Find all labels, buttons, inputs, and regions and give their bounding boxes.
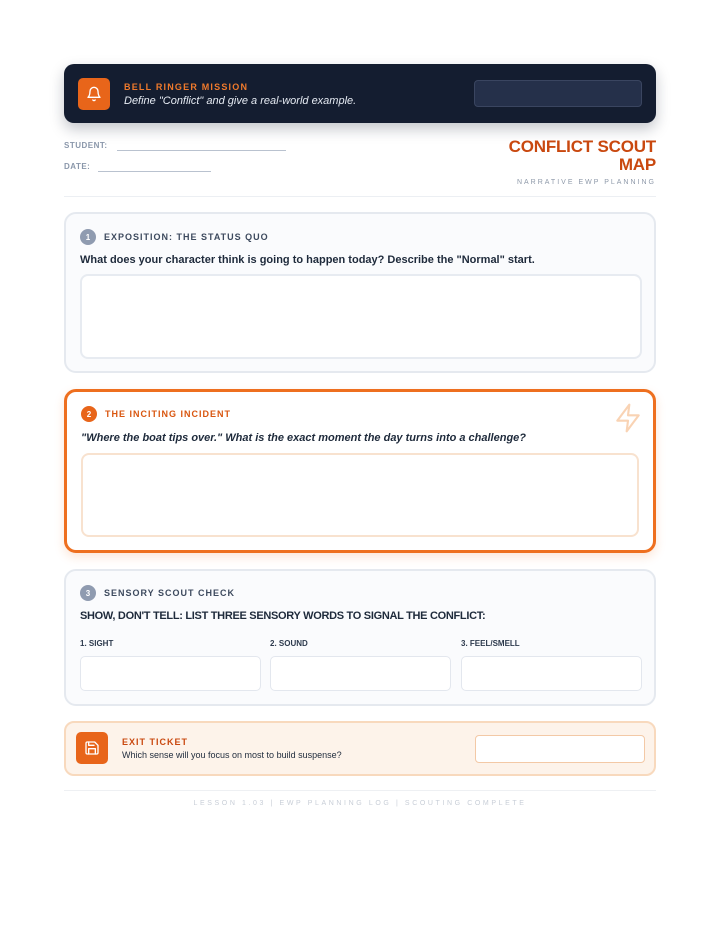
exposition-card <box>64 212 656 373</box>
inciting-incident-title: THE INCITING INCIDENT <box>105 409 231 419</box>
sound-answer-field[interactable] <box>270 656 451 691</box>
exit-ticket-title: EXIT TICKET <box>122 737 189 747</box>
exposition-answer-field[interactable] <box>80 274 642 359</box>
feel-smell-answer-field[interactable] <box>461 656 642 691</box>
lightning-icon <box>612 401 644 440</box>
step-badge-2: 2 <box>81 406 97 422</box>
page-title <box>436 138 656 174</box>
inciting-incident-question: "Where the boat tips over." What is the exact moment the day turns into a challenge? <box>81 432 527 444</box>
bell-ringer-banner <box>64 64 656 123</box>
exposition-question: What does your character think is going to happen today? Describe the "Normal" start. <box>80 254 535 266</box>
page-title-line2: MAP <box>618 155 656 174</box>
date-label: DATE: <box>64 162 91 171</box>
header-divider <box>64 196 656 197</box>
save-icon <box>76 732 108 764</box>
sensory-check-card <box>64 569 656 706</box>
date-field[interactable] <box>98 171 211 172</box>
page-title-line1: CONFLICT SCOUT <box>508 137 656 156</box>
student-label: STUDENT: <box>64 141 108 150</box>
inciting-incident-answer-field[interactable] <box>81 453 639 537</box>
bell-ringer-title: BELL RINGER MISSION <box>124 82 249 92</box>
sight-answer-field[interactable] <box>80 656 261 691</box>
bell-icon <box>78 78 110 110</box>
footer-divider <box>64 790 656 791</box>
inciting-incident-card <box>64 389 656 553</box>
page-subtitle: NARRATIVE EWP PLANNING <box>516 179 656 186</box>
sense-label-feel-smell: 3. FEEL/SMELL <box>461 639 520 648</box>
sensory-check-title: SENSORY SCOUT CHECK <box>104 588 236 598</box>
exit-ticket-answer-field[interactable] <box>475 735 645 763</box>
bell-ringer-prompt: Define "Conflict" and give a real-world example. <box>124 95 357 107</box>
exposition-title: EXPOSITION: THE STATUS QUO <box>104 232 269 242</box>
step-badge-3: 3 <box>80 585 96 601</box>
sense-label-sound: 2. SOUND <box>270 639 308 648</box>
footer-text: LESSON 1.03 | EWP PLANNING LOG | SCOUTING COMPLETE <box>193 800 527 807</box>
bell-ringer-answer-field[interactable] <box>474 80 642 107</box>
sense-label-sight: 1. SIGHT <box>80 639 114 648</box>
student-name-field[interactable] <box>117 150 286 151</box>
step-badge-1: 1 <box>80 229 96 245</box>
sensory-check-question: SHOW, DON'T TELL: LIST THREE SENSORY WORDS TO SIGNAL THE CONFLICT: <box>80 610 486 622</box>
exit-ticket-card <box>64 721 656 776</box>
exit-ticket-prompt: Which sense will you focus on most to build suspense? <box>122 750 342 760</box>
